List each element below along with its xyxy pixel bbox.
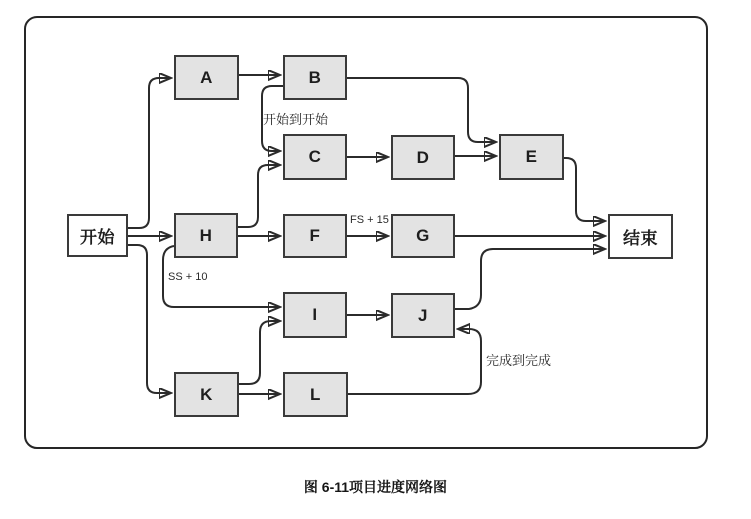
node-e: E <box>499 134 564 180</box>
node-end: 结束 <box>608 214 673 259</box>
edge-label-fs-15: FS + 15 <box>350 214 389 226</box>
node-k: K <box>174 372 239 417</box>
node-j: J <box>391 293 455 338</box>
edge-L-J-finish-to-finish <box>348 329 481 394</box>
edge-E-end <box>564 158 604 221</box>
edge-label-start-to-start: 开始到开始 <box>263 112 329 127</box>
node-f: F <box>283 214 347 258</box>
node-l: L <box>283 372 348 417</box>
edge-B-E <box>347 78 495 142</box>
node-g: G <box>391 214 455 258</box>
node-a: A <box>174 55 239 100</box>
node-start: 开始 <box>67 214 128 257</box>
figure-caption: 图 6-11项目进度网络图 <box>303 479 448 495</box>
edge-start-A <box>128 78 170 228</box>
node-i: I <box>283 292 347 338</box>
edge-J-end <box>455 249 604 309</box>
node-d: D <box>391 135 455 180</box>
edge-K-I <box>239 321 279 384</box>
node-h: H <box>174 213 238 258</box>
edge-H-C <box>238 165 279 227</box>
edge-label-finish-to-finish: 完成到完成 <box>486 353 552 368</box>
edge-label-ss-10: SS + 10 <box>168 271 208 283</box>
node-c: C <box>283 134 347 180</box>
node-b: B <box>283 55 347 100</box>
